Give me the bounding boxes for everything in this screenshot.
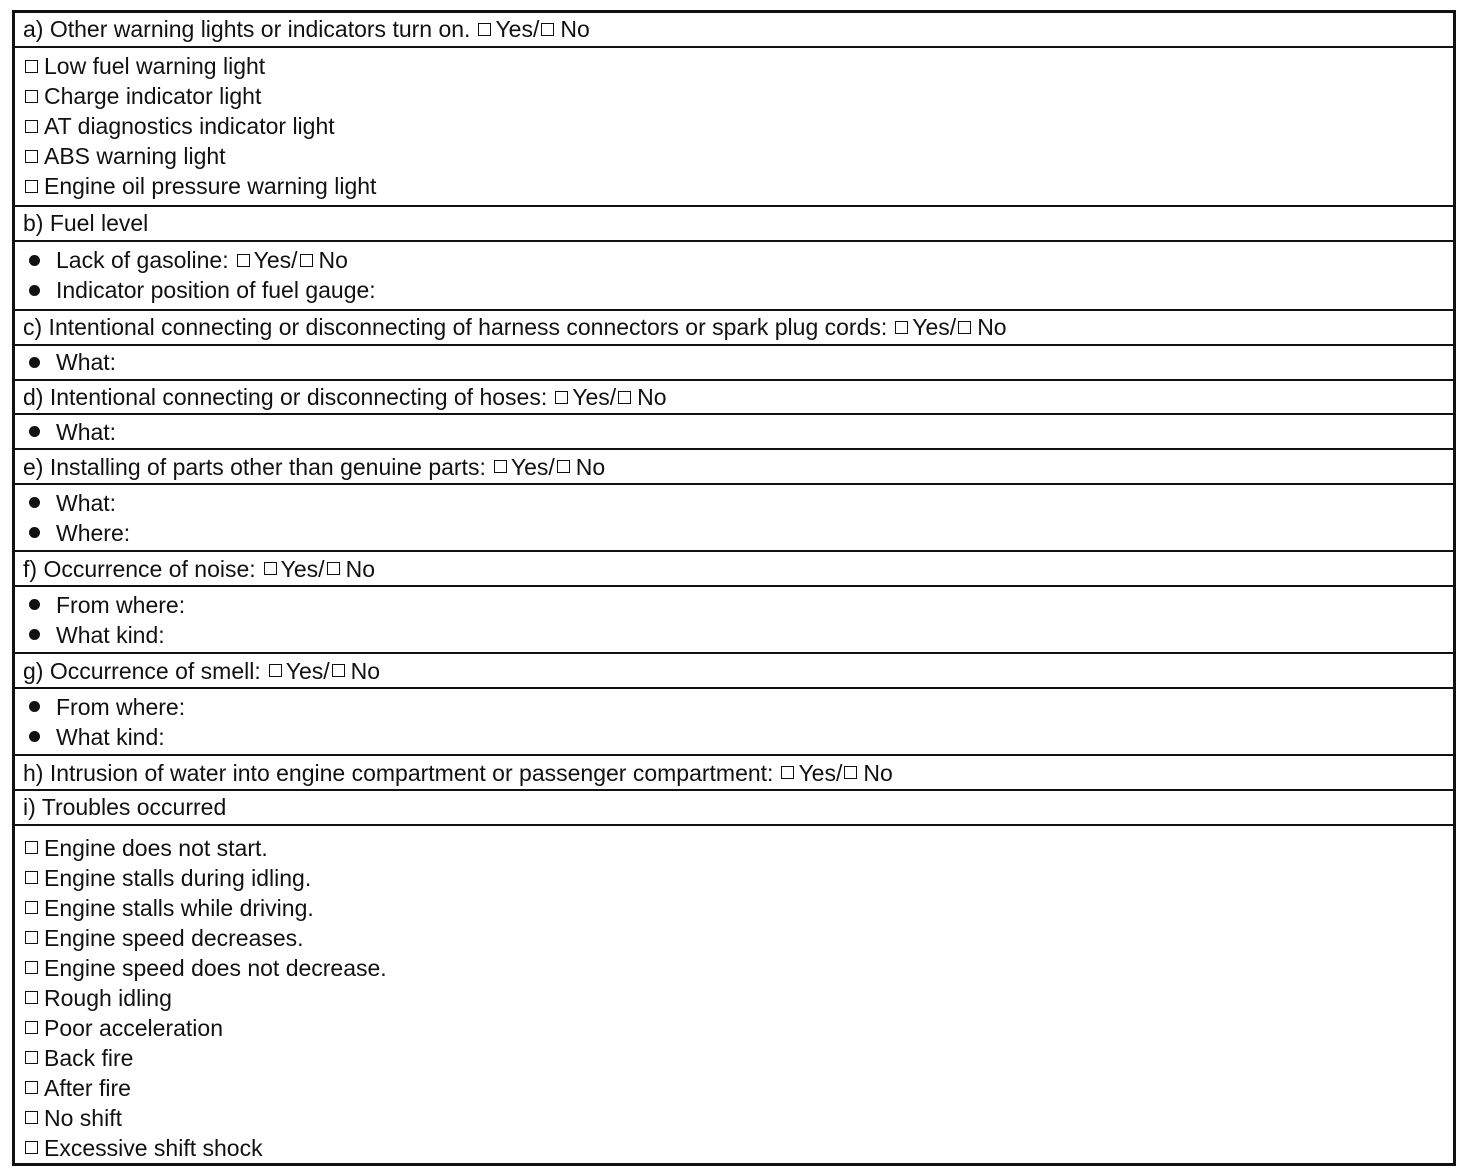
checkbox-icon[interactable] <box>25 841 38 854</box>
bullet-icon <box>29 497 40 508</box>
section-c-no-option[interactable]: No <box>956 312 1006 342</box>
checklist-item[interactable]: Engine stalls during idling. <box>23 863 1445 893</box>
section-e-no-option[interactable]: No <box>555 452 605 482</box>
checkbox-icon[interactable] <box>555 391 568 404</box>
checkbox-icon[interactable] <box>781 766 794 779</box>
checkbox-icon[interactable] <box>25 901 38 914</box>
checkbox-icon[interactable] <box>541 23 554 36</box>
section-e-yes-option[interactable]: Yes/ <box>486 452 555 482</box>
bullet-icon <box>29 357 40 368</box>
section-e-header <box>15 450 1453 485</box>
checkbox-icon[interactable] <box>300 254 313 267</box>
checkbox-icon[interactable] <box>557 460 570 473</box>
section-e-heading: e) Installing of parts other than genuine parts: <box>23 453 486 480</box>
checkbox-icon[interactable] <box>327 562 340 575</box>
section-d-no-option[interactable]: No <box>616 382 666 412</box>
section-a-heading: a) Other warning lights or indicators turn on. <box>23 16 471 43</box>
section-d-heading: d) Intentional connecting or disconnecting of hoses: <box>23 384 548 410</box>
checkbox-icon[interactable] <box>332 664 345 677</box>
checkbox-icon[interactable] <box>618 391 631 404</box>
section-a-header <box>15 13 1453 48</box>
inspection-form <box>12 10 1456 1166</box>
section-h-yes-option[interactable]: Yes/ <box>773 758 842 788</box>
checklist-item[interactable]: Engine speed does not decrease. <box>23 953 1445 983</box>
section-c-header <box>15 311 1453 346</box>
section-d-header <box>15 381 1453 416</box>
section-g-header <box>15 654 1453 689</box>
checkbox-icon[interactable] <box>25 90 38 103</box>
checkbox-icon[interactable] <box>494 460 507 473</box>
checklist-item[interactable]: Back fire <box>23 1043 1445 1073</box>
section-b-yes-option[interactable]: Yes/ <box>229 245 298 275</box>
section-g-yes-option[interactable]: Yes/ <box>261 656 330 686</box>
checklist-item[interactable]: Engine does not start. <box>23 833 1445 863</box>
section-a-yes-option[interactable]: Yes/ <box>470 14 539 44</box>
checkbox-icon[interactable] <box>25 60 38 73</box>
section-h-heading: h) Intrusion of water into engine compartment or passenger compartment: <box>23 759 774 786</box>
section-a-no-option[interactable]: No <box>539 14 589 44</box>
checkbox-icon[interactable] <box>25 931 38 944</box>
checkbox-icon[interactable] <box>25 1051 38 1064</box>
checkbox-icon[interactable] <box>25 1141 38 1154</box>
section-f-no-option[interactable]: No <box>325 554 375 584</box>
section-b-body: Lack of gasoline: Yes/ No Indicator position of fuel gauge: <box>15 242 1453 311</box>
checkbox-icon[interactable] <box>25 1111 38 1124</box>
checkbox-icon[interactable] <box>25 1081 38 1094</box>
bullet-icon <box>29 629 40 640</box>
section-f-header <box>15 552 1453 587</box>
section-f-yes-option[interactable]: Yes/ <box>256 554 325 584</box>
bullet-icon <box>29 285 40 296</box>
checkbox-icon[interactable] <box>25 871 38 884</box>
checklist-item[interactable]: Engine oil pressure warning light <box>23 171 1445 201</box>
section-g-no-option[interactable]: No <box>330 656 380 686</box>
section-h-no-option[interactable]: No <box>842 758 892 788</box>
checklist-item[interactable]: No shift <box>23 1103 1445 1133</box>
section-d-yes-option[interactable]: Yes/ <box>547 382 616 412</box>
checklist-item[interactable]: Engine stalls while driving. <box>23 893 1445 923</box>
bullet-icon <box>29 701 40 712</box>
checklist-item[interactable]: Excessive shift shock <box>23 1133 1445 1163</box>
checklist-item[interactable]: AT diagnostics indicator light <box>23 111 1445 141</box>
section-a-body <box>15 48 1453 207</box>
bullet-icon <box>29 731 40 742</box>
checkbox-icon[interactable] <box>25 991 38 1004</box>
checklist-item[interactable]: ABS warning light <box>23 141 1445 171</box>
checkbox-icon[interactable] <box>25 180 38 193</box>
section-f-heading: f) Occurrence of noise: <box>23 555 256 582</box>
checkbox-icon[interactable] <box>25 1021 38 1034</box>
section-g-body: From where: What kind: <box>15 689 1453 756</box>
checkbox-icon[interactable] <box>958 321 971 334</box>
checkbox-icon[interactable] <box>25 120 38 133</box>
bullet-icon <box>29 599 40 610</box>
section-b-no-option[interactable]: No <box>298 245 348 275</box>
section-d-body: What: <box>15 415 1453 450</box>
section-c-heading: c) Intentional connecting or disconnecting of harness connectors or spark plug cords: <box>23 314 888 341</box>
section-b-heading: b) Fuel level <box>23 210 149 237</box>
section-h-header <box>15 756 1453 791</box>
checkbox-icon[interactable] <box>478 23 491 36</box>
checkbox-icon[interactable] <box>25 150 38 163</box>
checklist-item[interactable]: Charge indicator light <box>23 81 1445 111</box>
section-g-heading: g) Occurrence of smell: <box>23 657 261 684</box>
checkbox-icon[interactable] <box>237 254 250 267</box>
checkbox-icon[interactable] <box>264 562 277 575</box>
checklist-item[interactable]: After fire <box>23 1073 1445 1103</box>
section-i-body <box>15 826 1453 1163</box>
section-b-header <box>15 207 1453 242</box>
section-e-body: What: Where: <box>15 485 1453 552</box>
checklist-item[interactable]: Low fuel warning light <box>23 51 1445 81</box>
bullet-icon <box>29 255 40 266</box>
checkbox-icon[interactable] <box>895 321 908 334</box>
bullet-icon <box>29 426 40 437</box>
checkbox-icon[interactable] <box>269 664 282 677</box>
section-c-body: What: <box>15 346 1453 381</box>
section-i-header <box>15 791 1453 826</box>
checklist-item[interactable]: Engine speed decreases. <box>23 923 1445 953</box>
section-f-body: From where: What kind: <box>15 587 1453 654</box>
bullet-icon <box>29 527 40 538</box>
section-i-heading: i) Troubles occurred <box>23 794 227 821</box>
checkbox-icon[interactable] <box>844 766 857 779</box>
checklist-item[interactable]: Poor acceleration <box>23 1013 1445 1043</box>
checklist-item[interactable]: Rough idling <box>23 983 1445 1013</box>
checkbox-icon[interactable] <box>25 961 38 974</box>
section-c-yes-option[interactable]: Yes/ <box>887 312 956 342</box>
